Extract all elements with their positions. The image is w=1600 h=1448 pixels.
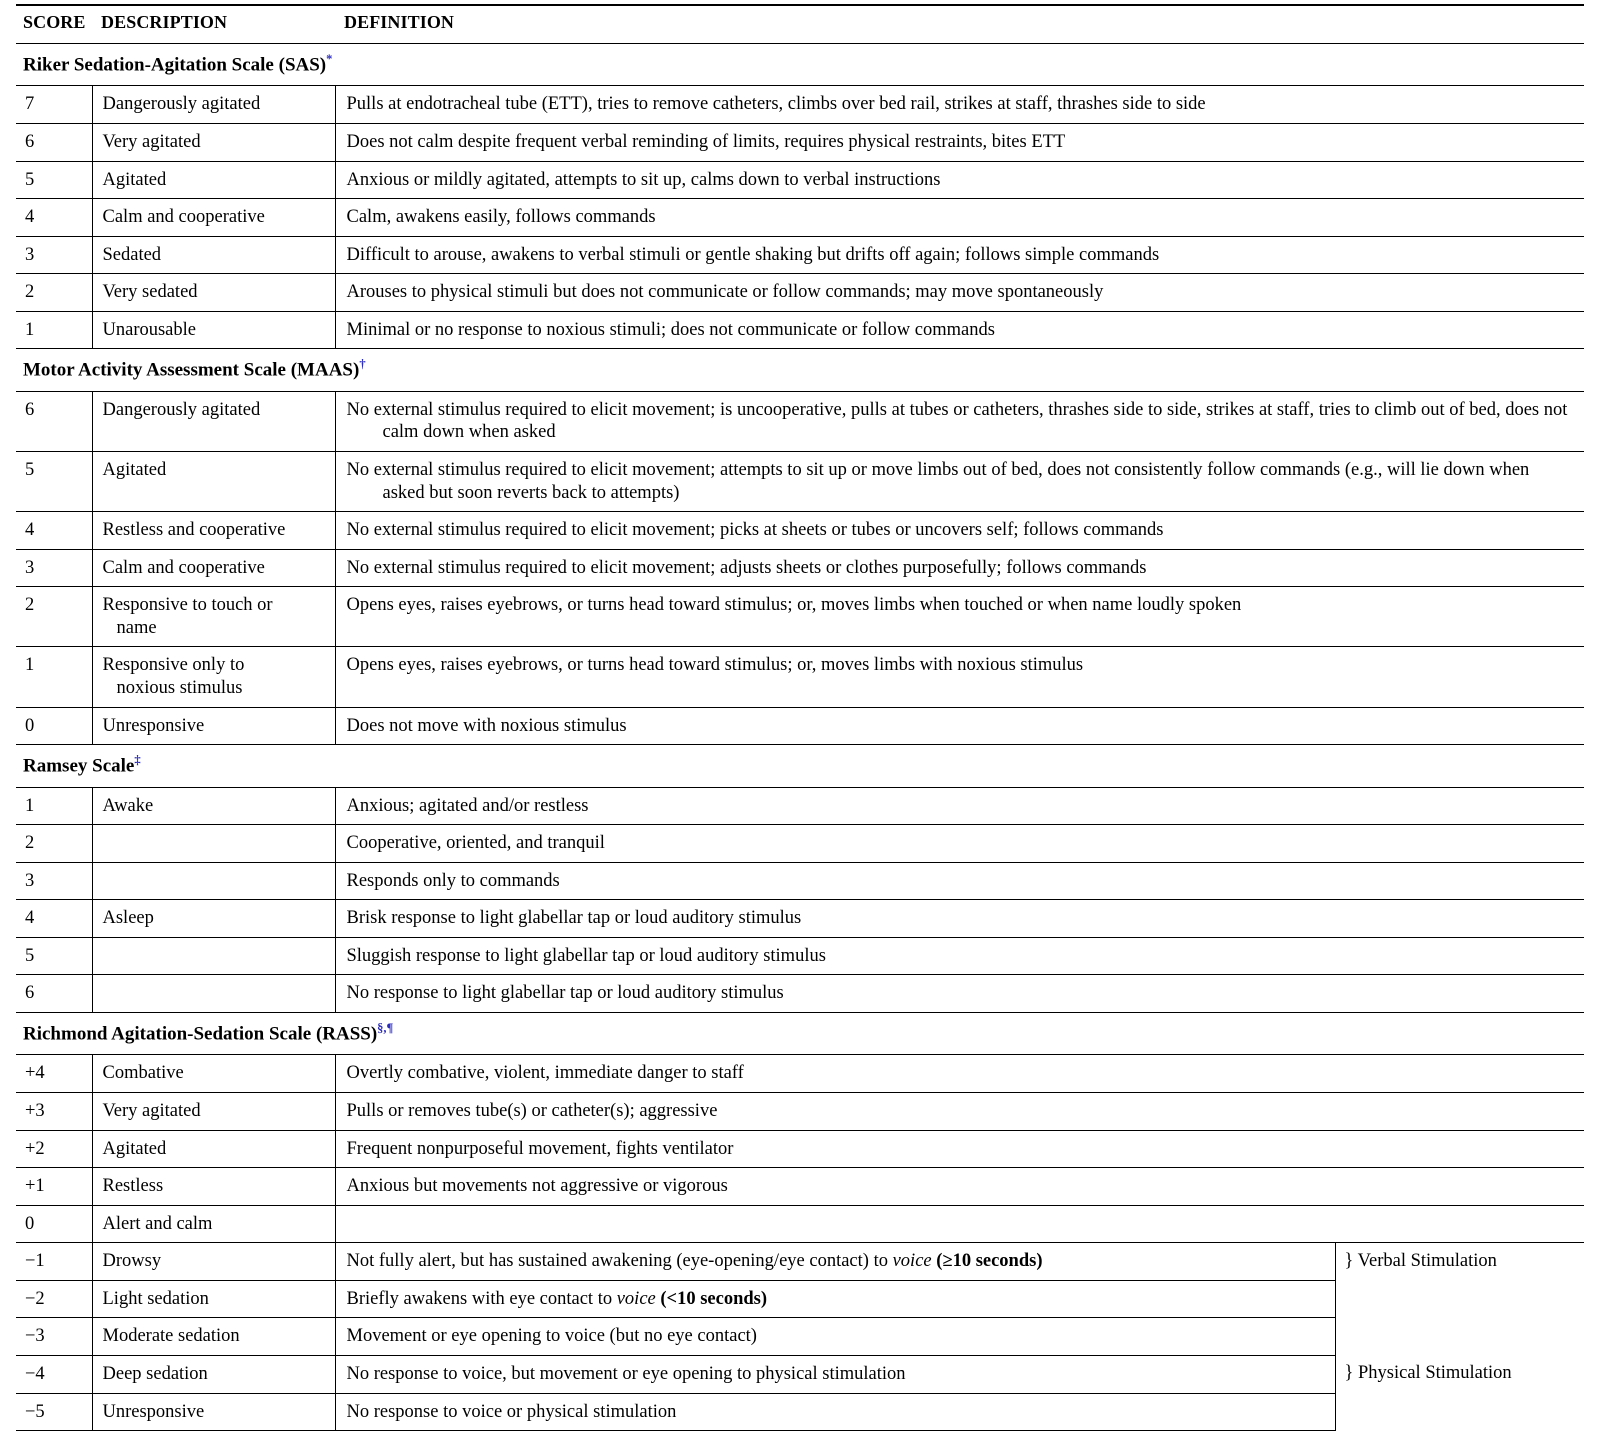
row-description: Moderate sedation (92, 1318, 335, 1356)
row-description: Restless and cooperative (92, 512, 335, 550)
table-row (16, 825, 1584, 863)
table-row (16, 161, 1584, 199)
table-header-row (16, 5, 1584, 43)
row-description (92, 937, 335, 975)
row-description: Very agitated (92, 1093, 335, 1131)
table-row (16, 452, 1584, 512)
table-row (16, 86, 1584, 124)
row-score: −2 (16, 1280, 92, 1318)
row-definition: No response to light glabellar tap or loud auditory stimulus (335, 975, 1584, 1013)
table-row (16, 647, 1584, 707)
section-header-sas (16, 43, 1584, 86)
header-definition: DEFINITION (335, 5, 1584, 43)
section-marker-sas: * (326, 51, 333, 66)
row-description (92, 975, 335, 1013)
row-definition: Calm, awakens easily, follows commands (335, 199, 1584, 237)
section-title-maas: Motor Activity Assessment Scale (MAAS)† (16, 349, 1584, 392)
row-score: 3 (16, 236, 92, 274)
row-definition: Pulls at endotracheal tube (ETT), tries to remove catheters, climbs over bed rail, strikes at staff, thrashes side to side (335, 86, 1584, 124)
row-score: 5 (16, 161, 92, 199)
row-score: 6 (16, 391, 92, 451)
row-definition: Brisk response to light glabellar tap or loud auditory stimulus (335, 900, 1584, 938)
row-description: Agitated (92, 452, 335, 512)
row-definition: Anxious or mildly agitated, attempts to sit up, calms down to verbal instructions (335, 161, 1584, 199)
row-score: 5 (16, 937, 92, 975)
table-row (16, 549, 1584, 587)
table-row (16, 707, 1584, 745)
row-score: 3 (16, 862, 92, 900)
row-description: Calm and cooperative (92, 549, 335, 587)
row-description: Unresponsive (92, 707, 335, 745)
row-definition: Movement or eye opening to voice (but no eye contact) (335, 1318, 1335, 1356)
table-row (16, 311, 1584, 349)
table-row (16, 937, 1584, 975)
row-score: 6 (16, 975, 92, 1013)
table-row (16, 1355, 1584, 1393)
row-definition: Anxious; agitated and/or restless (335, 787, 1584, 825)
row-score: 4 (16, 512, 92, 550)
row-description: Restless (92, 1168, 335, 1206)
row-score: −3 (16, 1318, 92, 1356)
section-title-sas: Riker Sedation-Agitation Scale (SAS)* (16, 43, 1584, 86)
row-definition: Difficult to arouse, awakens to verbal stimuli or gentle shaking but drifts off again; follows simple commands (335, 236, 1584, 274)
table-row (16, 975, 1584, 1013)
row-description: Awake (92, 787, 335, 825)
row-score: −5 (16, 1393, 92, 1431)
row-description: Combative (92, 1055, 335, 1093)
row-definition: No external stimulus required to elicit movement; picks at sheets or tubes or uncovers self; follows commands (335, 512, 1584, 550)
row-definition: Sluggish response to light glabellar tap or loud auditory stimulus (335, 937, 1584, 975)
row-definition: Not fully alert, but has sustained awakening (eye-opening/eye contact) to voice (≥10 seconds) (335, 1243, 1335, 1281)
row-definition: Briefly awakens with eye contact to voice (<10 seconds) (335, 1280, 1335, 1318)
row-description (92, 862, 335, 900)
section-title-ramsey: Ramsey Scale‡ (16, 745, 1584, 788)
row-score: 3 (16, 549, 92, 587)
row-description: Very sedated (92, 274, 335, 312)
row-description: Asleep (92, 900, 335, 938)
row-score: −4 (16, 1355, 92, 1393)
row-definition: No external stimulus required to elicit movement; adjusts sheets or clothes purposefully; follows commands (335, 549, 1584, 587)
row-description: Very agitated (92, 124, 335, 162)
row-description (92, 825, 335, 863)
sedation-scales-table-sheet (16, 0, 1584, 1431)
row-definition: Anxious but movements not aggressive or vigorous (335, 1168, 1584, 1206)
table-row (16, 1168, 1584, 1206)
table-row (16, 274, 1584, 312)
table-row (16, 787, 1584, 825)
row-score: 1 (16, 647, 92, 707)
table-row (16, 1205, 1584, 1243)
table-row (16, 124, 1584, 162)
row-description: Responsive to touch or name (92, 587, 335, 647)
row-description: Dangerously agitated (92, 391, 335, 451)
row-score: 6 (16, 124, 92, 162)
row-description: Alert and calm (92, 1205, 335, 1243)
row-definition: Does not calm despite frequent verbal reminding of limits, requires physical restraints, bites ETT (335, 124, 1584, 162)
row-score: 0 (16, 1205, 92, 1243)
sedation-scales-table (16, 4, 1584, 1431)
section-header-ramsey (16, 745, 1584, 788)
row-score: +2 (16, 1130, 92, 1168)
header-description: DESCRIPTION (92, 5, 335, 43)
section-header-maas (16, 349, 1584, 392)
note-verbal-stimulation: } Verbal Stimulation (1335, 1243, 1584, 1356)
table-row (16, 236, 1584, 274)
table-row (16, 199, 1584, 237)
row-description: Agitated (92, 161, 335, 199)
row-definition: Opens eyes, raises eyebrows, or turns head toward stimulus; or, moves limbs with noxious stimulus (335, 647, 1584, 707)
row-definition: No external stimulus required to elicit movement; is uncooperative, pulls at tubes or catheters, thrashes side to side, strikes at staff, tries to climb out of bed, does not calm down when asked (335, 391, 1584, 451)
row-score: 0 (16, 707, 92, 745)
row-definition: Frequent nonpurposeful movement, fights ventilator (335, 1130, 1584, 1168)
row-score: 1 (16, 787, 92, 825)
table-row (16, 1055, 1584, 1093)
row-score: 4 (16, 900, 92, 938)
row-description: Responsive only to noxious stimulus (92, 647, 335, 707)
row-definition: No response to voice or physical stimulation (335, 1393, 1335, 1431)
table-row (16, 512, 1584, 550)
row-description: Light sedation (92, 1280, 335, 1318)
section-header-rass (16, 1012, 1584, 1055)
header-score: SCORE (16, 5, 92, 43)
row-score: +1 (16, 1168, 92, 1206)
row-score: +4 (16, 1055, 92, 1093)
row-description: Sedated (92, 236, 335, 274)
table-row (16, 1093, 1584, 1131)
note-physical-stimulation: } Physical Stimulation (1335, 1355, 1584, 1430)
row-definition: Responds only to commands (335, 862, 1584, 900)
row-score: −1 (16, 1243, 92, 1281)
row-description: Unarousable (92, 311, 335, 349)
row-description: Deep sedation (92, 1355, 335, 1393)
table-row (16, 1130, 1584, 1168)
row-description: Dangerously agitated (92, 86, 335, 124)
row-description: Unresponsive (92, 1393, 335, 1431)
row-description: Drowsy (92, 1243, 335, 1281)
table-row (16, 1243, 1584, 1281)
row-definition: Opens eyes, raises eyebrows, or turns head toward stimulus; or, moves limbs when touched or when name loudly spoken (335, 587, 1584, 647)
table-row (16, 391, 1584, 451)
row-definition: Arouses to physical stimuli but does not communicate or follow commands; may move spontaneously (335, 274, 1584, 312)
row-score: 2 (16, 825, 92, 863)
table-row (16, 862, 1584, 900)
row-score: 5 (16, 452, 92, 512)
row-description: Agitated (92, 1130, 335, 1168)
row-definition: Minimal or no response to noxious stimuli; does not communicate or follow commands (335, 311, 1584, 349)
section-title-rass: Richmond Agitation-Sedation Scale (RASS)§,¶ (16, 1012, 1584, 1055)
row-definition: Does not move with noxious stimulus (335, 707, 1584, 745)
row-score: 1 (16, 311, 92, 349)
row-score: 2 (16, 587, 92, 647)
row-description: Calm and cooperative (92, 199, 335, 237)
section-marker-rass: §,¶ (377, 1020, 394, 1035)
row-definition: Cooperative, oriented, and tranquil (335, 825, 1584, 863)
section-marker-ramsey: ‡ (134, 753, 141, 768)
row-definition: No response to voice, but movement or eye opening to physical stimulation (335, 1355, 1335, 1393)
row-score: 2 (16, 274, 92, 312)
table-row (16, 587, 1584, 647)
row-definition: No external stimulus required to elicit movement; attempts to sit up or move limbs out of bed, does not consistently follow commands (e.g., will lie down when asked but soon reverts back to attempts) (335, 452, 1584, 512)
section-marker-maas: † (359, 357, 366, 372)
row-score: 7 (16, 86, 92, 124)
row-definition (335, 1205, 1584, 1243)
row-score: +3 (16, 1093, 92, 1131)
row-definition: Overtly combative, violent, immediate danger to staff (335, 1055, 1584, 1093)
table-row (16, 900, 1584, 938)
row-score: 4 (16, 199, 92, 237)
row-definition: Pulls or removes tube(s) or catheter(s); aggressive (335, 1093, 1584, 1131)
